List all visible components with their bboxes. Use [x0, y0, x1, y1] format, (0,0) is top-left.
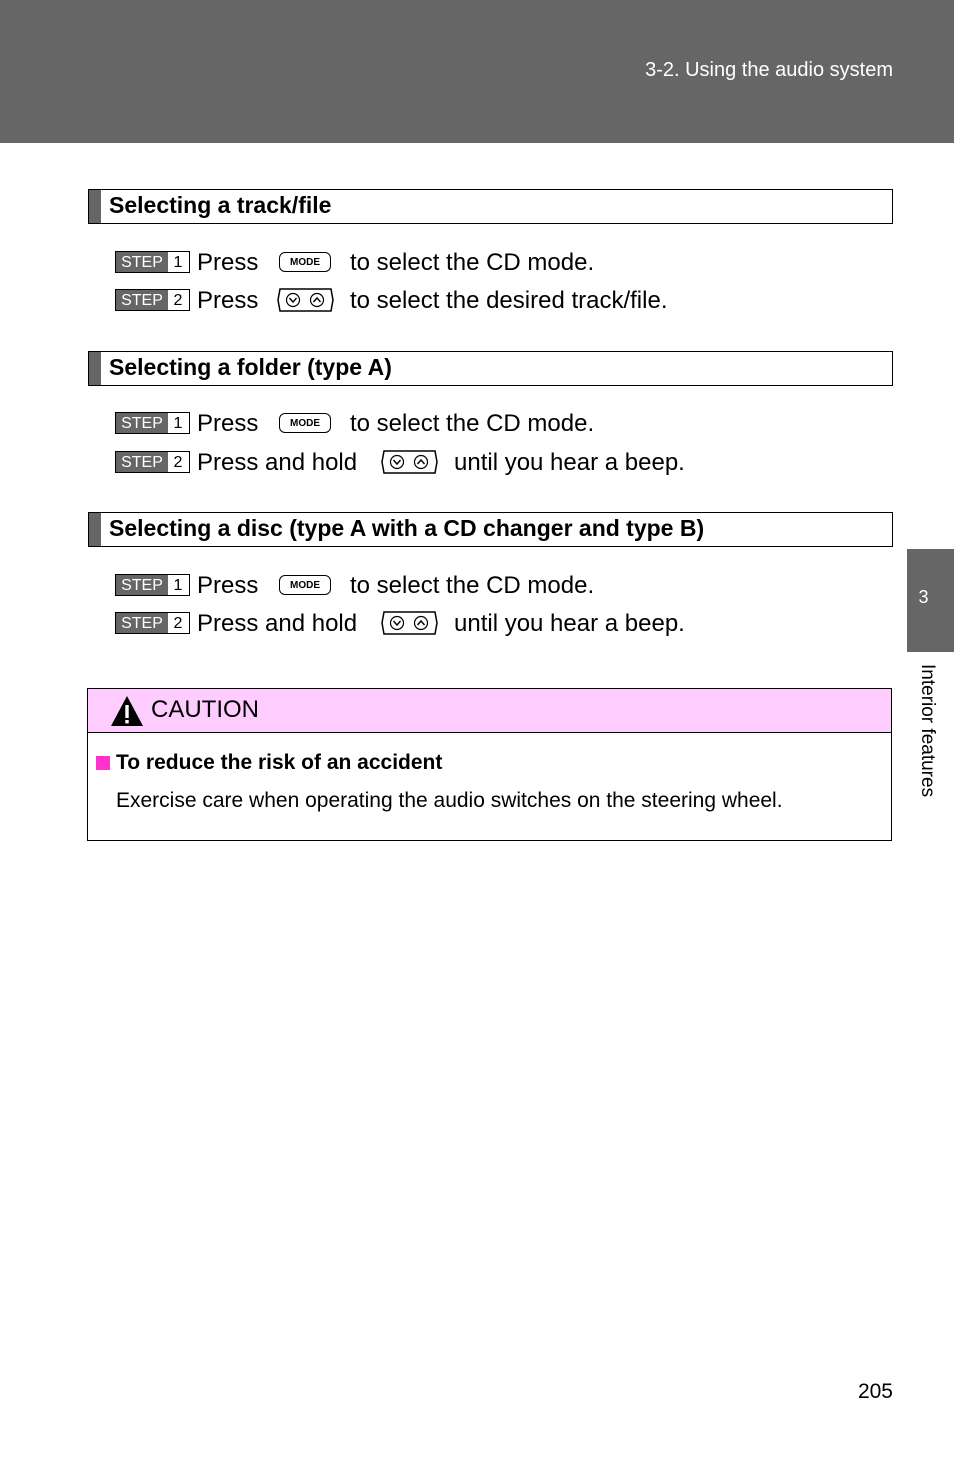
section-title: Selecting a disc (type A with a CD changer and type B)	[109, 515, 705, 541]
mode-button-icon: MODE	[279, 413, 331, 433]
caution-title: CAUTION	[151, 696, 259, 723]
step-badge	[115, 289, 190, 311]
seek-button-icon	[276, 288, 334, 312]
section-heading	[88, 512, 893, 547]
page-number: 205	[857, 1380, 893, 1403]
step-text-after: until you hear a beep.	[454, 610, 685, 637]
caution-box	[87, 688, 892, 841]
step-badge	[115, 612, 190, 634]
chapter-label: Interior features	[917, 664, 938, 798]
step-text-after: until you hear a beep.	[454, 449, 685, 476]
step-text-after: to select the CD mode.	[350, 572, 595, 599]
step-text-before: Press and hold	[197, 610, 358, 637]
step-badge-number: 1	[173, 415, 183, 432]
header-title: 3-2. Using the audio system	[645, 59, 893, 81]
section-title: Selecting a track/file	[109, 192, 332, 218]
step-text-before: Press	[197, 249, 259, 276]
step-badge	[115, 251, 190, 273]
section-heading	[88, 351, 893, 386]
step-text-before: Press and hold	[197, 449, 358, 476]
step-badge-number: 1	[173, 577, 183, 594]
section-heading-bar	[89, 190, 101, 223]
step-badge	[115, 412, 190, 434]
section-heading	[88, 189, 893, 224]
page-header	[0, 0, 954, 143]
step-badge-number: 2	[173, 615, 183, 632]
section-heading-bar	[89, 352, 101, 385]
step-badge-label: STEP	[116, 452, 168, 472]
step-text-after: to select the CD mode.	[350, 249, 595, 276]
step-badge-label: STEP	[116, 252, 168, 272]
step-badge-number: 1	[173, 254, 183, 271]
step-badge-number: 2	[173, 292, 183, 309]
step-badge-label: STEP	[116, 413, 168, 433]
step-text-after: to select the desired track/file.	[350, 287, 668, 314]
step-badge-label: STEP	[116, 613, 168, 633]
seek-button-icon	[380, 611, 438, 635]
caution-text: Exercise care when operating the audio switches on the steering wheel.	[116, 789, 783, 812]
step-badge-number: 2	[173, 454, 183, 471]
caution-subheading: To reduce the risk of an accident	[116, 751, 443, 774]
mode-button-icon: MODE	[279, 575, 331, 595]
step-badge	[115, 451, 190, 473]
step-text-before: Press	[197, 410, 259, 437]
seek-button-icon	[380, 450, 438, 474]
step-text-after: to select the CD mode.	[350, 410, 595, 437]
chapter-number: 3	[918, 587, 929, 607]
warning-triangle-icon	[110, 695, 144, 727]
bullet-square-icon	[96, 756, 110, 770]
caution-header	[88, 689, 891, 733]
step-text-before: Press	[197, 572, 259, 599]
chapter-tab	[907, 549, 954, 652]
section-heading-bar	[89, 513, 101, 546]
step-badge-label: STEP	[116, 290, 168, 310]
mode-button-icon: MODE	[279, 252, 331, 272]
step-text-before: Press	[197, 287, 259, 314]
step-badge-label: STEP	[116, 575, 168, 595]
section-title: Selecting a folder (type A)	[109, 354, 392, 380]
step-badge	[115, 574, 190, 596]
